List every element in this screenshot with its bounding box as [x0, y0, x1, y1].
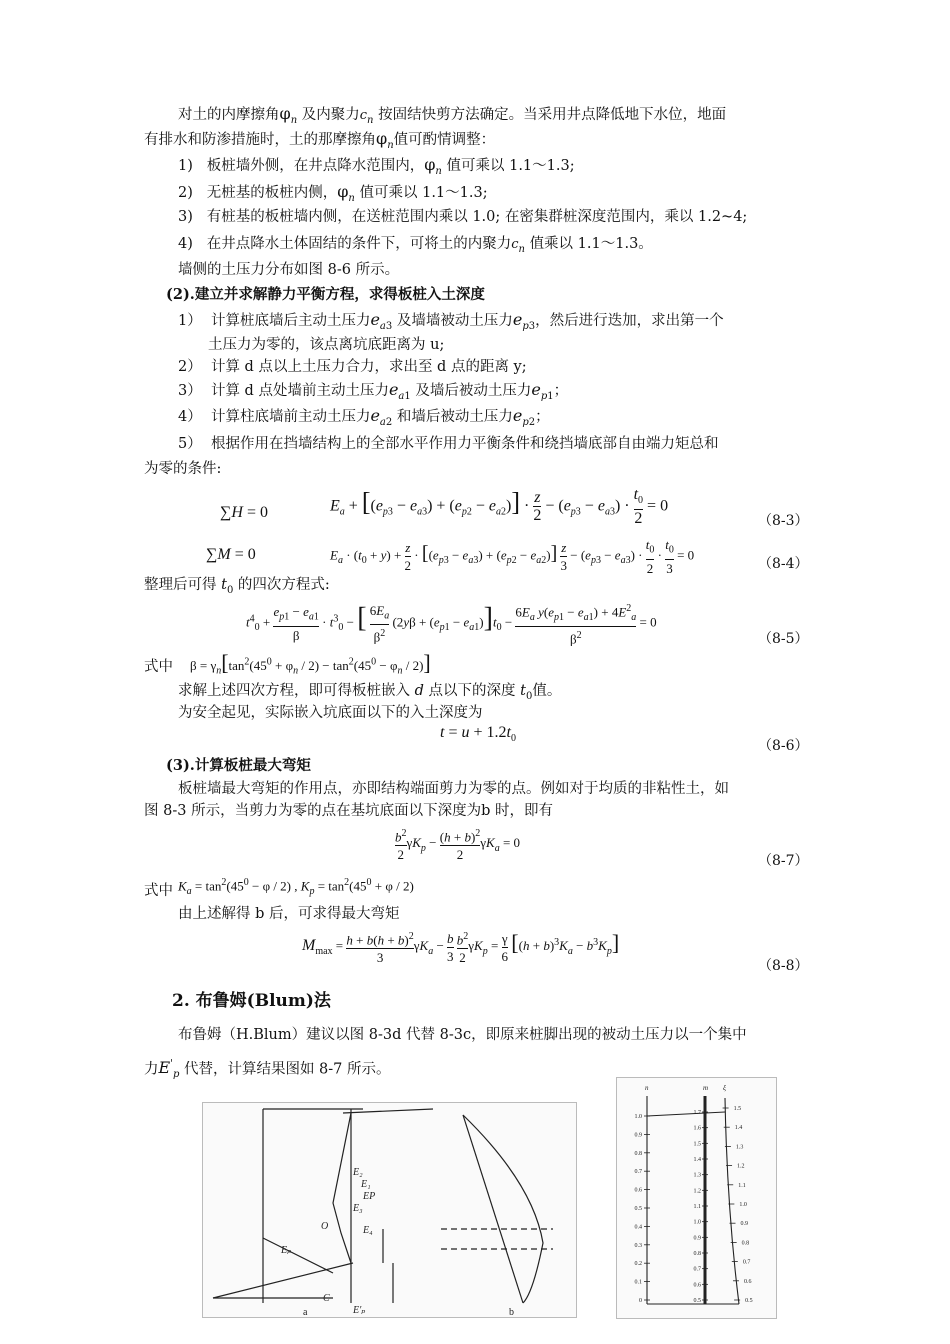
step-2: 2） 计算 d 点以上土压力合力，求出至 d 点的距离 y;	[178, 359, 527, 375]
nomogram-m-tick-label: 1.3	[693, 1172, 701, 1179]
nomogram-m-tick-label: 1.0	[693, 1219, 701, 1226]
nomogram-axis-m: m	[703, 1084, 709, 1092]
nomogram-xi-tick-label: 1.1	[738, 1182, 746, 1189]
adjust-item-2: 2) 无桩基的板桩内侧，$\varphi_n$ 值可乘以 1.1～1.3;	[178, 182, 488, 204]
nomogram-n-tick-label: 0.4	[634, 1224, 642, 1231]
nomogram-n-tick-label: 0.1	[634, 1279, 642, 1286]
step-4: 4） 计算柱底墙前主动土压力$e_{a2}$ 和墙后被动土压力$e_{p2}$；	[178, 406, 550, 428]
nomogram-n-tick-label: 0.5	[634, 1206, 642, 1212]
adjust-item-3: 3) 有桩基的板桩墙内侧，在送桩范围内乘以 1.0; 在密集群桩深度范围内，乘以 1.2~4;	[178, 209, 748, 225]
nomogram-xi-tick-label: 1.2	[737, 1163, 745, 1170]
blum-paragraph-2: 力$E'_p$ 代替，计算结果图如 8-7 所示。	[144, 1058, 391, 1081]
eq-8-8: $M_{max}$ = $\frac{h + b(h + b)^2}{3}$ $\gamma K_a$ − $\frac{b}{3}$ $\frac{b^2}{2}$ $\gamma K_p$ = $\frac{\gamma}{6}$ $[(h + b)^3K_a - b^3K_p]$	[302, 930, 620, 966]
moment-paragraph-2: 图 8-3 所示，当剪力为零的点在基坑底面以下深度为b 时，即有	[144, 803, 553, 819]
nomogram-svg	[617, 1078, 776, 1318]
nomogram-m-tick-label: 1.4	[693, 1157, 701, 1163]
safety-text: 为安全起见，实际嵌入坑底面以下的入土深度为	[178, 705, 483, 721]
nomogram-m-tick-label: 0.7	[693, 1266, 701, 1273]
where-label-2: 式中	[144, 883, 173, 899]
adjust-item-4: 4) 在井点降水土体固结的条件下，可将土的内聚力$c_n$ 值乘以 1.1～1.3。	[178, 236, 653, 255]
figure-label-a: a	[303, 1307, 308, 1317]
eq-number-8-4: （8-4）	[758, 556, 809, 572]
nomogram-n-tick-label: 0.6	[634, 1187, 642, 1194]
nomogram-xi-tick-label: 1.3	[735, 1144, 744, 1151]
nomogram-axis-n: n	[645, 1084, 649, 1092]
eq-number-8-6: （8-6）	[758, 738, 809, 754]
eq-beta-definition: $\beta = \gamma_n[\tan^2(45^0 + \varphi_n / 2) - \tan^2(45^0 - \varphi_n / 2)]$	[190, 650, 431, 677]
svg-text:E₃: E₃	[353, 1203, 363, 1214]
eq-number-8-5: （8-5）	[758, 631, 809, 647]
step-1: 1） 计算桩底墙后主动土压力$e_{a3}$ 及墙墙被动土压力$e_{p3}$，然后进行迭加，求出第一个	[178, 310, 724, 332]
nomogram-xi-tick-label: 1.5	[733, 1106, 742, 1112]
nomogram-n-tick-label: 0.2	[634, 1261, 642, 1268]
nomogram-n-tick-label: 0	[639, 1298, 642, 1304]
svg-text:E₂: E₂	[353, 1167, 363, 1178]
nomogram-n-tick-label: 0.3	[634, 1242, 642, 1249]
nomogram-xi-tick-label: 0.8	[741, 1240, 750, 1247]
nomogram-m-tick-label: 0.5	[693, 1298, 701, 1304]
solve-text: 求解上述四次方程，即可得板桩嵌入 d 点以下的深度 $t_0$值。	[178, 683, 562, 702]
eq-8-4-rhs: $E_a \cdot (t_0 + y)$ + $\frac{z}{2}$ · $[(e_{p3} - e_{a3}) + (e_{p2} - e_{a2})]$ $\frac{z}{3}$ − $(e_{p3} - e_{a3})$ · $\frac{t_0}{2}$ · $\frac{t_0}{3}$ = 0	[330, 537, 695, 576]
moment-paragraph-1: 板桩墙最大弯矩的作用点，亦即结构端面剪力为零的点。例如对于均质的非粘性土，如	[178, 781, 729, 797]
section-2-title: (2).建立并求解静力平衡方程，求得板桩入土深度	[166, 286, 485, 303]
figure-8-7-pressure-diagram	[202, 1102, 577, 1318]
nomogram-xi-tick-label: 0.9	[740, 1221, 749, 1228]
figure-nomogram	[616, 1077, 777, 1319]
nomogram-m-tick-label: 0.8	[693, 1251, 701, 1257]
pressure-diagram-svg	[203, 1103, 576, 1317]
after-eq-8-4: 整理后可得 $t_0$ 的四次方程式:	[144, 577, 330, 596]
nomogram-xi-tick-label: 0.5	[745, 1298, 753, 1304]
intro-line-1: 对土的内摩擦角$\varphi_n$ 及内聚力$c_n$ 按固结快剪方法确定。当采用井点降低地下水位，地面	[178, 104, 727, 126]
step-3: 3） 计算 d 点处墙前主动土压力$e_{a1}$ 及墙后被动土压力$e_{p1}$；	[178, 380, 569, 402]
heading-blum-method: 2. 布鲁姆(Blum)法	[172, 991, 331, 1011]
figure-label-b: b	[509, 1307, 514, 1317]
nomogram-m-tick-label: 1.6	[693, 1125, 701, 1132]
where-label-1: 式中	[144, 659, 173, 675]
eq-number-8-8: （8-8）	[758, 958, 809, 974]
nomogram-n-tick-label: 0.7	[634, 1169, 642, 1176]
intro-line-2: 有排水和防渗措施时，土的那摩擦角$\varphi_n$值可酌情调整：	[144, 129, 496, 151]
step-5-cont: 为零的条件:	[144, 461, 222, 477]
nomogram-axis-xi: ξ	[723, 1084, 726, 1092]
svg-text:C: C	[323, 1293, 330, 1304]
nomogram-m-tick-label: 1.1	[693, 1204, 701, 1210]
nomogram-xi-tick-label: 0.7	[742, 1259, 751, 1266]
svg-text:O: O	[321, 1221, 329, 1232]
eq-ka-kp-definition: $K_a = \tan^2(45^0 - \varphi / 2)$ , $K_p = \tan^2(45^0 + \varphi / 2)$	[178, 877, 414, 897]
step-5: 5） 根据作用在挡墙结构上的全部水平作用力平衡条件和绕挡墙底部自由端力矩总和	[178, 436, 719, 452]
nomogram-m-tick-label: 0.9	[693, 1235, 701, 1242]
eq-8-7: $\frac{b^2}{2}$ $\gamma K_p$ − $\frac{(h + b)^2}{2}$ $\gamma K_a = 0$	[395, 828, 521, 863]
nomogram-n-tick-label: 0.8	[634, 1150, 642, 1157]
eq-number-8-7: （8-7）	[758, 853, 809, 869]
nomogram-m-tick-label: 1.5	[693, 1141, 701, 1148]
fig86-reference: 墙侧的土压力分布如图 8-6 所示。	[178, 262, 400, 278]
svg-text:E₁: E₁	[361, 1179, 371, 1190]
nomogram-m-tick-label: 1.2	[693, 1188, 701, 1195]
nomogram-m-tick-label: 0.6	[693, 1282, 701, 1289]
eq-number-8-3: （8-3）	[758, 513, 809, 529]
eq-8-3-rhs: $E_a + [(e_{p3} - e_{a3}) + (e_{p2} - e_{a2})]$ · $\frac{z}{2}$ − $(e_{p3} - e_{a3})$ · $\frac{t_0}{2}$ = 0	[330, 486, 669, 528]
step-1-cont: 土压力为零的，该点离坑底距离为 u;	[208, 337, 445, 353]
blum-paragraph-1: 布鲁姆（H.Blum）建议以图 8-3d 代替 8-3c，即原来桩脚出现的被动土压力以一个集中	[178, 1027, 747, 1043]
solve-b-text: 由上述解得 b 后，可求得最大弯矩	[178, 906, 400, 922]
nomogram-n-tick-label: 1.0	[634, 1114, 642, 1120]
svg-text:E′ₚ: E′ₚ	[353, 1305, 366, 1316]
svg-text:EP: EP	[363, 1191, 376, 1202]
section-3-title: (3).计算板桩最大弯矩	[166, 757, 311, 774]
nomogram-xi-tick-label: 1.4	[734, 1125, 743, 1132]
nomogram-n-tick-label: 0.9	[634, 1132, 642, 1139]
nomogram-m-tick-label: 1.7	[693, 1110, 701, 1116]
svg-text:E₄: E₄	[363, 1225, 373, 1236]
svg-text:Eₚ: Eₚ	[281, 1245, 292, 1256]
eq-8-6: $t = u + 1.2t_0$	[440, 724, 516, 745]
eq-8-3-lhs: ∑H = 0	[220, 504, 268, 521]
eq-8-5: $t^4_0$ + $\frac{e_{p1} - e_{a1}}{\beta}$ · $t^3_0$ − [ $\frac{6E_a}{\beta^2}$ $(2y\beta + (e_{p1} - e_{a1})]t_0$ − $\frac{6E_a y(e_{p1} - e_{a1}) + 4E^2_a}{\beta^2}$ = 0	[246, 602, 657, 647]
adjust-item-1: 1) 板桩墙外侧，在井点降水范围内，$\varphi_n$ 值可乘以 1.1～1.3;	[178, 155, 575, 177]
eq-8-4-lhs: ∑M = 0	[206, 546, 256, 563]
nomogram-xi-tick-label: 1.0	[739, 1202, 747, 1208]
nomogram-xi-tick-label: 0.6	[743, 1278, 752, 1285]
